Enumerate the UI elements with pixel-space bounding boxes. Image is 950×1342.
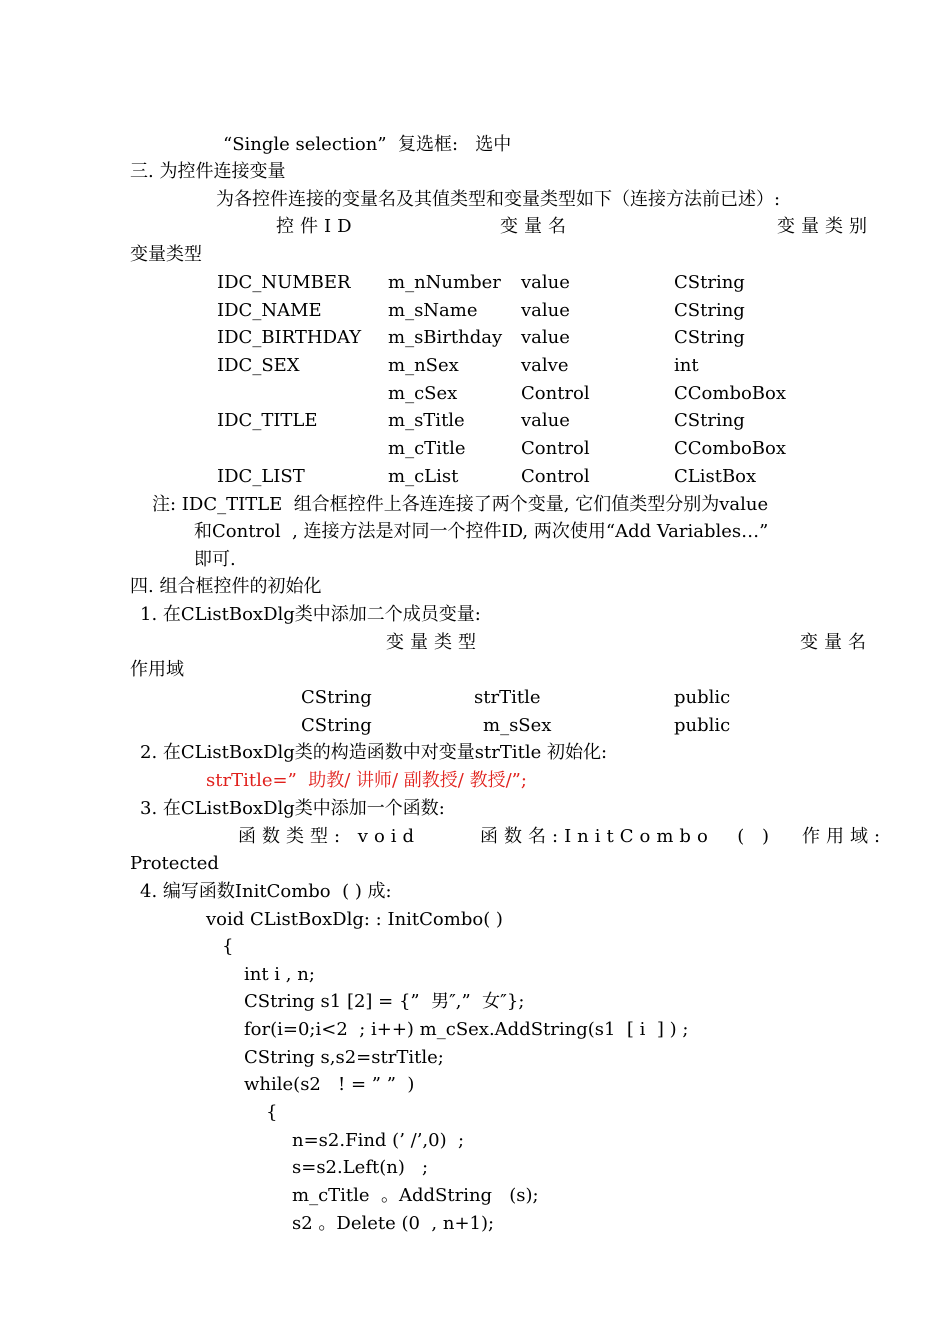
step3-function-type: 函数类型: void [238, 826, 421, 847]
row-id: IDC_TITLE [217, 410, 318, 431]
row-category: Control [521, 438, 590, 459]
row-id: IDC_NUMBER [217, 272, 351, 293]
code-line: int i , n; [244, 964, 315, 985]
member-type: CString [301, 687, 372, 708]
row-id: IDC_SEX [217, 355, 300, 376]
code-line: { [266, 1102, 278, 1123]
row-id: IDC_BIRTHDAY [217, 327, 362, 348]
member-header-name: 变量名 [800, 632, 872, 653]
member-header-scope: 作用域 [130, 659, 184, 680]
header-variable-name: 变量名 [500, 216, 572, 237]
row-type: CString [674, 272, 745, 293]
row-type: CString [674, 410, 745, 431]
step2: 2. 在CListBoxDlg类的构造函数中对变量strTitle 初始化: [140, 742, 608, 763]
code-line: for(i=0;i<2 ; i++) m_cSex.AddString(s1 [ i ] ) ; [244, 1019, 689, 1040]
member-header-type: 变量类型 [386, 632, 482, 653]
header-variable-category: 变量类别 [777, 216, 873, 237]
row-type: CComboBox [674, 383, 787, 404]
row-name: m_nSex [388, 355, 459, 376]
row-type: CComboBox [674, 438, 787, 459]
section3-desc: 为各控件连接的变量名及其值类型和变量类型如下（连接方法前已述）: [216, 189, 781, 210]
step3: 3. 在CListBoxDlg类中添加一个函数: [140, 798, 445, 819]
code-line: s=s2.Left(n) ; [292, 1157, 429, 1178]
row-name: m_nNumber [388, 272, 501, 293]
row-category: value [521, 327, 570, 348]
step1: 1. 在CListBoxDlg类中添加二个成员变量: [140, 604, 481, 625]
row-name: m_sTitle [388, 410, 465, 431]
code-line: m_cTitle 。AddString (s); [292, 1185, 539, 1206]
code-line: n=s2.Find (’ /’,0) ; [292, 1130, 465, 1151]
code-line: CString s1 [2] = {” 男″,” 女″}; [244, 991, 525, 1012]
member-scope: public [674, 715, 731, 736]
note-line-1: 注: IDC_TITLE 组合框控件上各连连接了两个变量, 它们值类型分别为value [152, 494, 769, 515]
section3-title: 三. 为控件连接变量 [130, 161, 286, 182]
code-line: void CListBoxDlg: : InitCombo( ) [206, 909, 503, 930]
code-line: while(s2 ! = ” ” ) [244, 1074, 415, 1095]
row-category: Control [521, 466, 590, 487]
row-type: CString [674, 327, 745, 348]
step4: 4. 编写函数InitCombo ( ) 成: [140, 881, 392, 902]
member-name: m_sSex [483, 715, 552, 736]
member-type: CString [301, 715, 372, 736]
step3-scope-label: 作用域: [802, 826, 887, 847]
row-type: int [674, 355, 699, 376]
row-name: m_cList [388, 466, 459, 487]
row-category: Control [521, 383, 590, 404]
step3-scope-value: Protected [130, 853, 219, 874]
row-category: value [521, 410, 570, 431]
row-name: m_cSex [388, 383, 458, 404]
step2-code: strTitle=” 助教/ 讲师/ 副教授/ 教授/”; [206, 770, 527, 791]
row-category: value [521, 272, 570, 293]
header-variable-type: 变量类型 [130, 244, 202, 265]
row-category: value [521, 300, 570, 321]
intro-line: “Single selection” 复选框: 选中 [223, 134, 512, 155]
note-line-2: 和Control , 连接方法是对同一个控件ID, 两次使用“Add Variables…” [194, 521, 769, 542]
header-control-id: 控件ID [276, 216, 358, 237]
code-line: s2 。Delete (0 , n+1); [292, 1213, 495, 1234]
row-type: CListBox [674, 466, 757, 487]
row-id: IDC_NAME [217, 300, 322, 321]
member-name: strTitle [474, 687, 541, 708]
row-name: m_sName [388, 300, 478, 321]
step3-function-name: 函数名:InitCombo ( ) [480, 826, 776, 847]
row-name: m_sBirthday [388, 327, 503, 348]
code-line: { [222, 936, 234, 957]
row-category: valve [521, 355, 569, 376]
member-scope: public [674, 687, 731, 708]
section4-title: 四. 组合框控件的初始化 [130, 576, 322, 597]
row-type: CString [674, 300, 745, 321]
code-line: CString s,s2=strTitle; [244, 1047, 444, 1068]
row-id: IDC_LIST [217, 466, 305, 487]
row-name: m_cTitle [388, 438, 466, 459]
note-line-3: 即可. [194, 549, 236, 570]
